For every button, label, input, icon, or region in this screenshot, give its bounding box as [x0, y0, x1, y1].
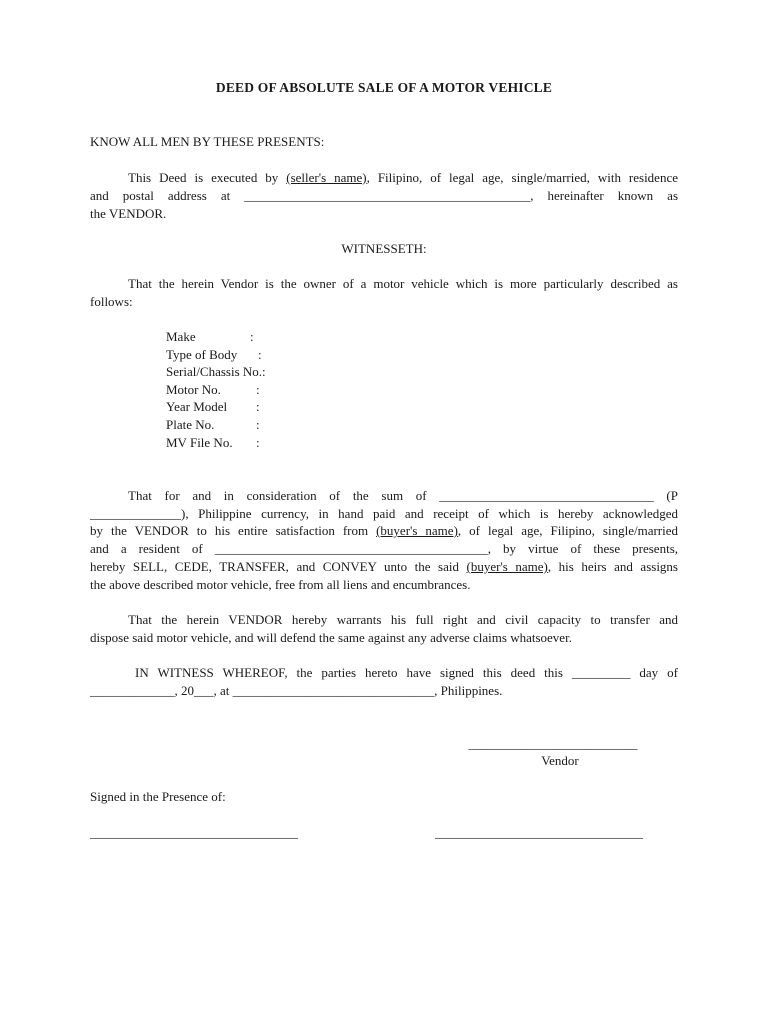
spec-year-colon: :: [256, 399, 260, 414]
vendor-label: Vendor: [541, 753, 579, 768]
para4-line1: That the herein VENDOR hereby warrants his full right and civil capacity to transfer and: [128, 612, 678, 627]
para3-line2: ______________), Philippine currency, in hand paid and receipt of which is hereby acknowledged: [90, 506, 678, 521]
para5-line2: _____________, 20___, at _______________________________, Philippines.: [90, 683, 503, 698]
para3-line4: and a resident of __________________________________________, by virtue of these presents,: [90, 541, 678, 556]
para1-line2: and postal address at ____________________________________________, hereinafter known as: [90, 188, 678, 203]
para3-l5-text-a: hereby SELL, CEDE, TRANSFER, and CONVEY unto the said: [90, 559, 467, 574]
para1-text-a: This Deed is executed by: [128, 170, 287, 185]
para3-line1: That for and in consideration of the sum of _________________________________ (P: [128, 488, 678, 503]
spec-body-colon: :: [258, 347, 262, 362]
spec-mvfile-colon: :: [256, 435, 260, 450]
document-title: DEED OF ABSOLUTE SALE OF A MOTOR VEHICLE: [215, 80, 553, 95]
para2-line2: follows:: [90, 294, 133, 309]
para1-line1: [128, 169, 678, 187]
para3-l3-text-b: , of legal age, Filipino, single/married: [457, 523, 679, 538]
para4-line2: dispose said motor vehicle, and will defend the same against any adverse claims whatsoever.: [90, 630, 572, 645]
vendor-signature-line: __________________________: [468, 736, 638, 751]
para1-line3: the VENDOR.: [90, 206, 167, 221]
intro-line: KNOW ALL MEN BY THESE PRESENTS:: [90, 134, 325, 149]
spec-make-colon: :: [250, 329, 254, 344]
buyer-name-placeholder-1: (buyer's name): [376, 523, 458, 538]
witness2-signature-line: ________________________________: [435, 825, 643, 840]
para3-l3-text-a: by the VENDOR to his entire satisfaction from: [90, 523, 377, 538]
spec-motor-colon: :: [256, 382, 260, 397]
spec-make-label: Make: [166, 329, 196, 344]
para3-line6: the above described motor vehicle, free from all liens and encumbrances.: [90, 577, 471, 592]
spec-mvfile-label: MV File No.: [166, 435, 233, 450]
para2-line1: That the herein Vendor is the owner of a motor vehicle which is more particularly described as: [128, 276, 678, 291]
spec-motor-label: Motor No.: [166, 382, 221, 397]
spec-body-label: Type of Body: [166, 347, 238, 362]
spec-year-label: Year Model: [166, 399, 228, 414]
para1-text-b: , Filipino, of legal age, single/married, with residence: [366, 170, 678, 185]
seller-name-placeholder: (seller's name): [286, 170, 367, 185]
spec-plate-colon: :: [256, 417, 260, 432]
presence-label: Signed in the Presence of:: [90, 789, 226, 804]
para5-line1: IN WITNESS WHEREOF, the parties hereto have signed this deed this _________ day of: [135, 665, 678, 680]
para3-line3: [90, 522, 678, 540]
buyer-name-placeholder-2: (buyer's name): [466, 559, 548, 574]
spec-plate-label: Plate No.: [166, 417, 215, 432]
para3-l5-text-b: , his heirs and assigns: [547, 559, 678, 574]
witness1-signature-line: ________________________________: [90, 825, 298, 840]
spec-serial-label: Serial/Chassis No.:: [166, 364, 266, 379]
para3-line5: [90, 558, 678, 576]
witnesseth-heading: WITNESSETH:: [341, 241, 427, 256]
